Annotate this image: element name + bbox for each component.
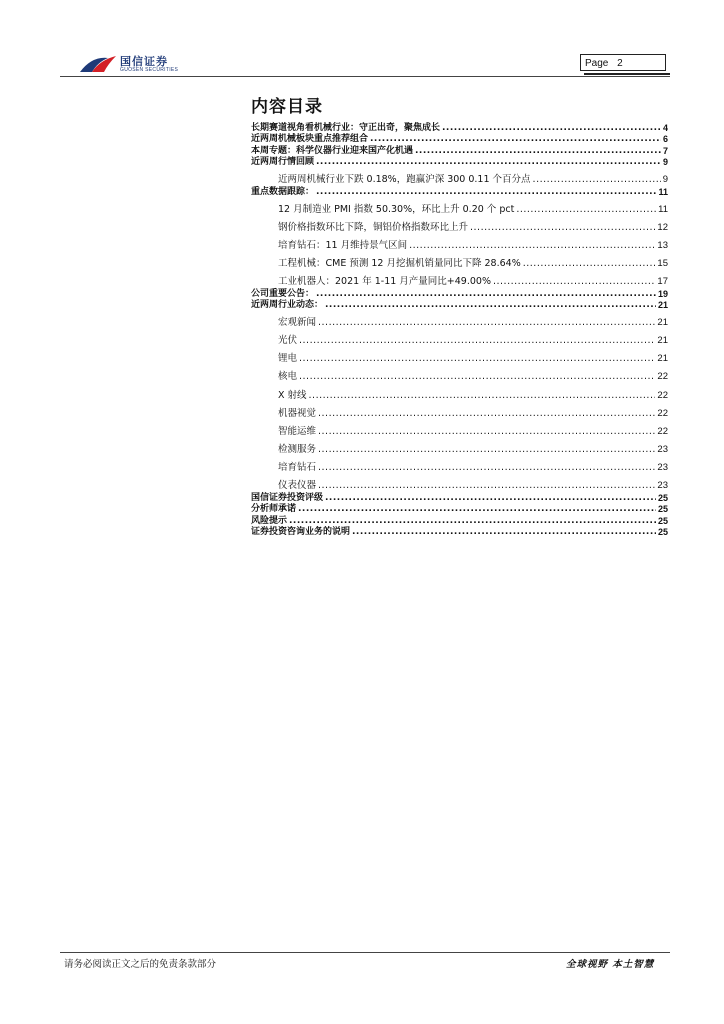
toc-entry-title: 公司重要公告： xyxy=(251,288,315,299)
toc-entry-title: 检测服务 xyxy=(278,443,317,455)
toc-entry-page: 11 xyxy=(658,203,668,215)
toc-entry-page: 25 xyxy=(657,515,668,526)
toc-leader-dots xyxy=(325,300,656,310)
toc-entry-title: 核电 xyxy=(278,371,298,383)
toc-leader-dots xyxy=(470,222,655,233)
toc-leader-dots xyxy=(299,353,655,364)
footer-slogan: 全球视野 本土智慧 xyxy=(566,959,655,970)
toc-leader-dots xyxy=(318,426,655,437)
toc-entry[interactable] xyxy=(251,455,668,473)
toc-entry[interactable] xyxy=(251,526,668,538)
toc-entry-page: 25 xyxy=(657,527,668,537)
toc-entry-title: 培育钻石 xyxy=(278,461,317,473)
toc-entry-page: 21 xyxy=(657,353,668,365)
toc-entry[interactable] xyxy=(251,185,668,197)
toc-entry-title: 工业机器人：2021 年 1-11 月产量同比+49.00% xyxy=(278,276,491,288)
toc-entry-title: 近两周机械行业下跌 0.18%，跑赢沪深 300 0.11 个百分点 xyxy=(278,174,531,186)
toc-entry[interactable] xyxy=(251,364,668,382)
toc-entry-title: 近两周机械板块重点推荐组合 xyxy=(251,134,369,144)
toc-leader-dots xyxy=(523,258,656,269)
page-number: 2 xyxy=(617,58,623,69)
toc-entry-page: 21 xyxy=(657,335,668,347)
toc-entry-title: 长期赛道视角看机械行业：守正出奇，聚焦成长 xyxy=(251,122,441,133)
logo-chinese-name: 国信证券 xyxy=(120,55,168,68)
toc-entry-page: 23 xyxy=(657,461,668,473)
toc-entry[interactable] xyxy=(251,269,668,287)
toc-leader-dots xyxy=(318,444,655,455)
toc-entry[interactable] xyxy=(251,197,668,215)
page-label: Page xyxy=(585,58,609,69)
toc-entry-page: 9 xyxy=(662,174,668,186)
toc-entry[interactable] xyxy=(251,419,668,437)
footer-divider xyxy=(60,952,670,953)
toc-entry[interactable] xyxy=(251,491,668,503)
toc-entry-title: 仪表仪器 xyxy=(278,480,317,491)
toc-entry-title: 钢价格指数环比下降，铜铝价格指数环比上升 xyxy=(278,221,469,233)
toc-leader-dots xyxy=(316,157,661,167)
toc-entry-page: 21 xyxy=(657,317,668,329)
toc-entry-page: 7 xyxy=(662,145,668,156)
toc-entry-page: 12 xyxy=(657,221,668,233)
toc-entry-title: 光伏 xyxy=(278,335,298,347)
toc-entry-title: 12 月制造业 PMI 指数 50.30%，环比上升 0.20 个 pct xyxy=(278,203,515,215)
toc-entry[interactable] xyxy=(251,251,668,269)
toc-leader-dots xyxy=(309,390,656,401)
toc-entry-page: 23 xyxy=(657,443,668,455)
toc-entry-page: 22 xyxy=(657,389,668,401)
toc-leader-dots xyxy=(299,371,655,382)
toc-entry-title: 国信证券投资评级 xyxy=(251,492,324,503)
toc-entry-title: 证券投资咨询业务的说明 xyxy=(251,527,351,537)
toc-entry[interactable] xyxy=(251,167,668,185)
toc-leader-dots xyxy=(415,146,661,156)
toc-entry-page: 22 xyxy=(657,425,668,437)
toc-entry-page: 25 xyxy=(657,492,668,503)
toc-entry-title: 分析师承诺 xyxy=(251,504,297,514)
toc-entry[interactable] xyxy=(251,401,668,419)
toc-entry-title: 锂电 xyxy=(278,353,298,365)
toc-entry-page: 17 xyxy=(657,276,668,288)
toc-leader-dots xyxy=(370,134,661,144)
toc-leader-dots xyxy=(318,408,655,419)
toc-entry[interactable] xyxy=(251,382,668,400)
toc-entry-page: 4 xyxy=(662,122,668,133)
toc-entry-title: 近两周行情回顾 xyxy=(251,157,315,167)
toc-entry-page: 11 xyxy=(658,186,668,197)
toc-entry-page: 22 xyxy=(657,371,668,383)
toc-entry[interactable] xyxy=(251,346,668,364)
toc-entry-title: 风险提示 xyxy=(251,515,288,526)
toc-leader-dots xyxy=(316,187,656,197)
header-divider xyxy=(60,76,670,77)
toc-entry-page: 21 xyxy=(657,300,668,311)
toc-entry-title: X 射线 xyxy=(278,389,307,401)
page-indicator-underline xyxy=(584,73,670,75)
logo-mark-icon xyxy=(78,52,118,76)
toc-leader-dots xyxy=(516,204,656,215)
toc-leader-dots xyxy=(299,335,655,346)
toc-entry-page: 9 xyxy=(662,157,668,167)
toc-leader-dots xyxy=(318,462,655,473)
toc-entry-page: 23 xyxy=(657,480,668,491)
toc-entry-title: 智能运维 xyxy=(278,425,317,437)
toc-entry[interactable] xyxy=(251,299,668,311)
toc-entry[interactable] xyxy=(251,233,668,251)
toc-entry-title: 重点数据跟踪： xyxy=(251,186,315,197)
toc-entry-title: 宏观新闻 xyxy=(278,317,317,329)
toc-entry-title: 本周专题：科学仪器行业迎来国产化机遇 xyxy=(251,145,414,156)
toc-entry[interactable] xyxy=(251,473,668,491)
toc-entry-title: 工程机械：CME 预测 12 月挖掘机销量同比下降 28.64% xyxy=(278,257,521,269)
toc-entry-page: 22 xyxy=(657,407,668,419)
company-logo xyxy=(78,52,198,76)
toc-entry[interactable] xyxy=(251,310,668,328)
toc-entry[interactable] xyxy=(251,328,668,346)
page-indicator xyxy=(580,54,666,71)
toc-leader-dots xyxy=(318,317,655,328)
toc-entry-page: 13 xyxy=(657,239,668,251)
toc-entry[interactable] xyxy=(251,215,668,233)
toc-entry-page: 15 xyxy=(657,257,668,269)
toc-entry-page: 19 xyxy=(657,288,668,299)
toc-title: 内容目录 xyxy=(251,97,323,117)
toc-leader-dots xyxy=(316,289,656,299)
toc-entry-title: 近两周行业动态： xyxy=(251,300,324,311)
toc-entry-page: 6 xyxy=(662,134,668,144)
toc-leader-dots xyxy=(533,174,661,185)
table-of-contents xyxy=(251,121,668,537)
toc-entry-page: 25 xyxy=(657,504,668,514)
toc-leader-dots xyxy=(318,480,655,491)
toc-entry[interactable] xyxy=(251,437,668,455)
toc-leader-dots xyxy=(298,504,656,514)
toc-leader-dots xyxy=(352,527,656,537)
toc-entry[interactable] xyxy=(251,503,668,515)
toc-leader-dots xyxy=(493,276,655,287)
toc-leader-dots xyxy=(442,123,661,133)
toc-leader-dots xyxy=(409,240,655,251)
toc-leader-dots xyxy=(325,493,656,503)
toc-entry[interactable] xyxy=(251,156,668,168)
logo-english-name: GUOSEN SECURITIES xyxy=(120,67,179,73)
toc-entry-title: 培育钻石：11 月维持景气区间 xyxy=(278,239,408,251)
toc-entry-title: 机器视觉 xyxy=(278,407,317,419)
footer-disclaimer: 请务必阅读正文之后的免责条款部分 xyxy=(64,959,217,970)
